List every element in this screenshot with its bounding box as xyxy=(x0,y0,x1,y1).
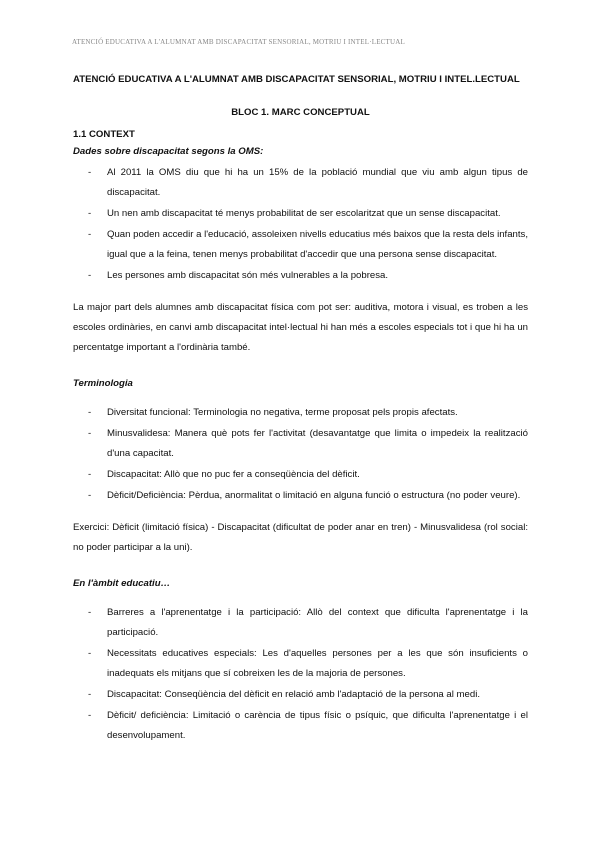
list-item: - Diversitat funcional: Terminologia no negativa, terme proposat pels propis afectats. xyxy=(73,403,528,423)
section-title: 1.1 CONTEXT xyxy=(73,129,135,140)
running-header: ATENCIÓ EDUCATIVA A L'ALUMNAT AMB DISCAPACITAT SENSORIAL, MOTRIU I INTEL·LECTUAL xyxy=(72,38,406,46)
page-content xyxy=(73,74,528,747)
exercise-paragraph: Exercici: Dèficit (limitació física) - Discapacitat (dificultat de poder anar en tren) - Minusvalidesa (rol social: no poder participar a la uni). xyxy=(73,522,528,553)
oms-list xyxy=(73,163,528,286)
list-item: - Discapacitat: Conseqüència del dèficit en relació amb l'adaptació de la persona al medi. xyxy=(73,685,528,705)
terminologia-heading: Terminologia xyxy=(73,378,133,389)
list-item: - Un nen amb discapacitat té menys probabilitat de ser escolaritzat que un sense discapacitat. xyxy=(73,204,528,224)
block-title: BLOC 1. MARC CONCEPTUAL xyxy=(231,107,370,118)
list-item: - Dèficit/ deficiència: Limitació o carència de tipus físic o psíquic, que dificulta l'aprenentatge i el desenvolupament. xyxy=(73,706,528,746)
list-item: - Quan poden accedir a l'educació, assoleixen nivells educatius més baixos que la resta dels infants, igual que a la feina, tenen menys probabilitat d'accedir que una persona sense discapacitat. xyxy=(73,225,528,265)
ambit-list xyxy=(73,603,528,746)
list-item: - Discapacitat: Allò que no puc fer a conseqüència del dèficit. xyxy=(73,465,528,485)
list-item: - Barreres a l'aprenentatge i la participació: Allò del context que dificulta l'aprenentatge i la participació. xyxy=(73,603,528,643)
list-item: - Les persones amb discapacitat són més vulnerables a la pobresa. xyxy=(73,266,528,286)
terminologia-list xyxy=(73,403,528,506)
list-item: - Dèficit/Deficiència: Pèrdua, anormalitat o limitació en alguna funció o estructura (no poder veure). xyxy=(73,486,528,506)
document-title: ATENCIÓ EDUCATIVA A L'ALUMNAT AMB DISCAPACITAT SENSORIAL, MOTRIU I INTEL.LECTUAL xyxy=(73,74,520,85)
oms-heading: Dades sobre discapacitat segons la OMS: xyxy=(73,146,264,157)
list-item: - Necessitats educatives especials: Les d'aquelles persones per a les que són insuficients o inadequats els mitjans que sí cobreixen les de la majoria de persones. xyxy=(73,644,528,684)
list-item: - Al 2011 la OMS diu que hi ha un 15% de la població mundial que viu amb algun tipus de discapacitat. xyxy=(73,163,528,203)
list-item: - Minusvalidesa: Manera què pots fer l'activitat (desavantatge que limita o impedeix la realització d'una capacitat. xyxy=(73,424,528,464)
ambit-heading: En l'àmbit educatiu… xyxy=(73,578,171,589)
body-paragraph: La major part dels alumnes amb discapacitat física com pot ser: auditiva, motora i visual, es troben a les escoles ordinàries, en canvi amb discapacitat intel·lectual hi han més a escoles especials tot i que hi ha un percentatge important a l'ordinària també. xyxy=(73,302,528,353)
